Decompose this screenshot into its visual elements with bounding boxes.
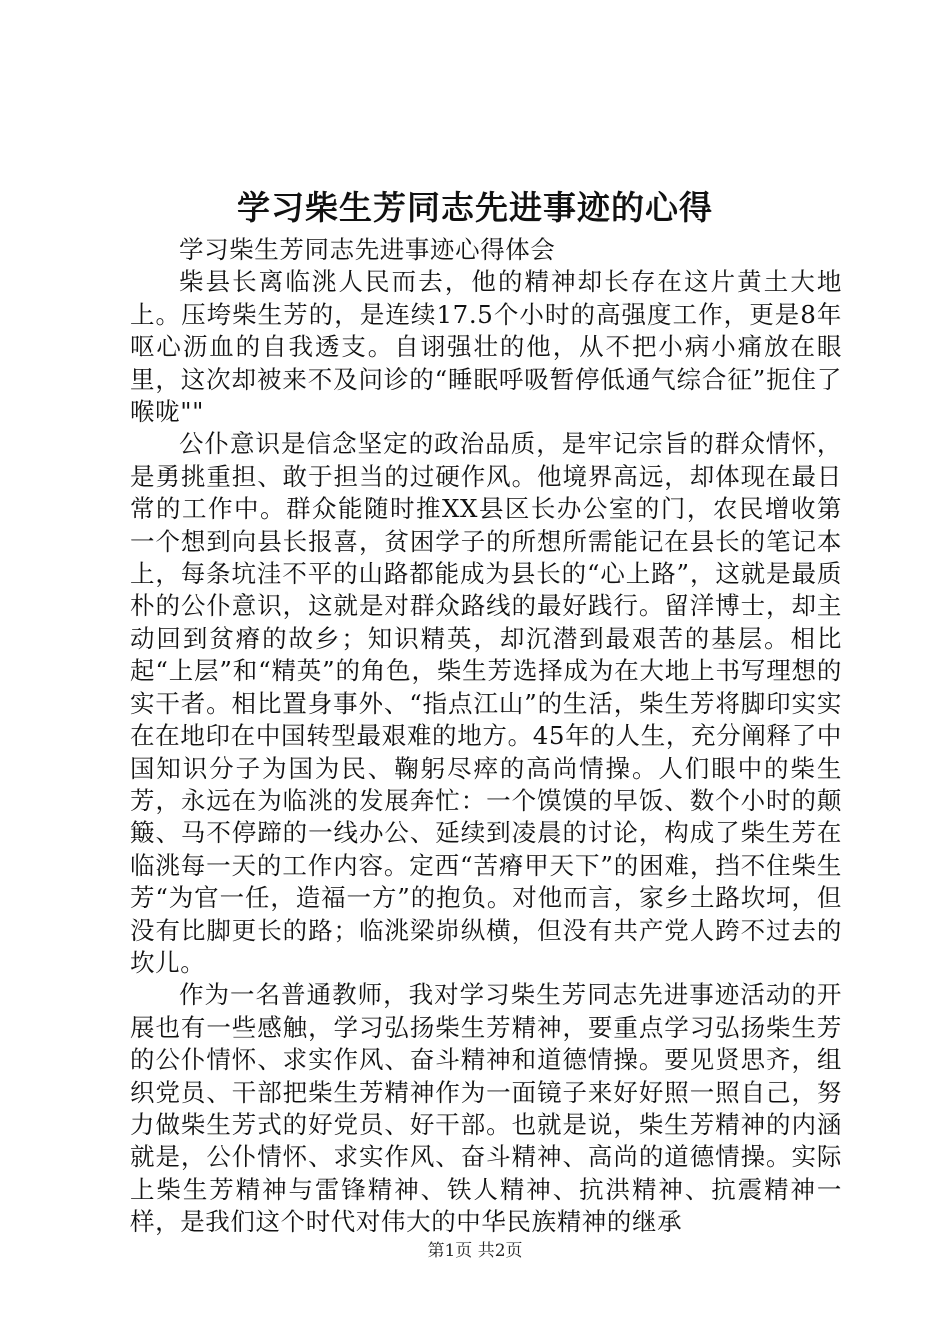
document-body <box>130 234 842 1239</box>
document-title: 学习柴生芳同志先进事迹的心得 <box>237 188 713 227</box>
body-paragraph: 公仆意识是信念坚定的政治品质，是牢记宗旨的群众情怀，是勇挑重担、敢于担当的过硬作风。他境界高远，却体现在最日常的工作中。群众能随时推XX县区长办公室的门，农民增收第一个想到向县长报喜，贫困学子的所想所需能记在县长的笔记本上，每条坑洼不平的山路都能成为县长的“心上路”，这就是最质朴的公仆意识，这就是对群众路线的最好践行。留洋博士，却主动回到贫瘠的故乡；知识精英，却沉潜到最艰苦的基层。相比起“上层”和“精英”的角色，柴生芳选择成为在大地上书写理想的实干者。相比置身事外、“指点江山”的生活，柴生芳将脚印实实在在地印在中国转型最艰难的地方。45年的人生，充分阐释了中国知识分子为国为民、鞠躬尽瘁的高尚情操。人们眼中的柴生芳，永远在为临洮的发展奔忙：一个馍馍的早饭、数个小时的颠簸、马不停蹄的一线办公、延续到凌晨的讨论，构成了柴生芳在临洮每一天的工作内容。定西“苦瘠甲天下”的困难，挡不住柴生芳“为官一任，造福一方”的抱负。对他而言，家乡土路坎坷，但没有比脚更长的路；临洮梁峁纵横，但没有共产党人跨不过去的坎儿。 <box>130 429 842 977</box>
subtitle-paragraph: 学习柴生芳同志先进事迹心得体会 <box>179 235 556 264</box>
body-paragraph: 柴县长离临洮人民而去，他的精神却长存在这片黄土大地上。压垮柴生芳的，是连续17.5个小时的高强度工作，更是8年呕心沥血的自我透支。自诩强壮的他，从不把小病小痛放在眼里，这次却被来不及问诊的“睡眠呼吸暂停低通气综合征”扼住了喉咙"" <box>130 267 842 427</box>
body-paragraph: 作为一名普通教师，我对学习柴生芳同志先进事迹活动的开展也有一些感触，学习弘扬柴生芳精神，要重点学习弘扬柴生芳的公仆情怀、求实作风、奋斗精神和道德情操。要见贤思齐，组织党员、干部把柴生芳精神作为一面镜子来好好照一照自己，努力做柴生芳式的好党员、好干部。也就是说，柴生芳精神的内涵就是，公仆情怀、求实作风、奋斗精神、高尚的道德情操。实际上柴生芳精神与雷锋精神、铁人精神、抗洪精神、抗震精神一样，是我们这个时代对伟大的中华民族精神的继承 <box>130 980 842 1237</box>
page-number-footer: 第1页 共2页 <box>427 1241 523 1261</box>
